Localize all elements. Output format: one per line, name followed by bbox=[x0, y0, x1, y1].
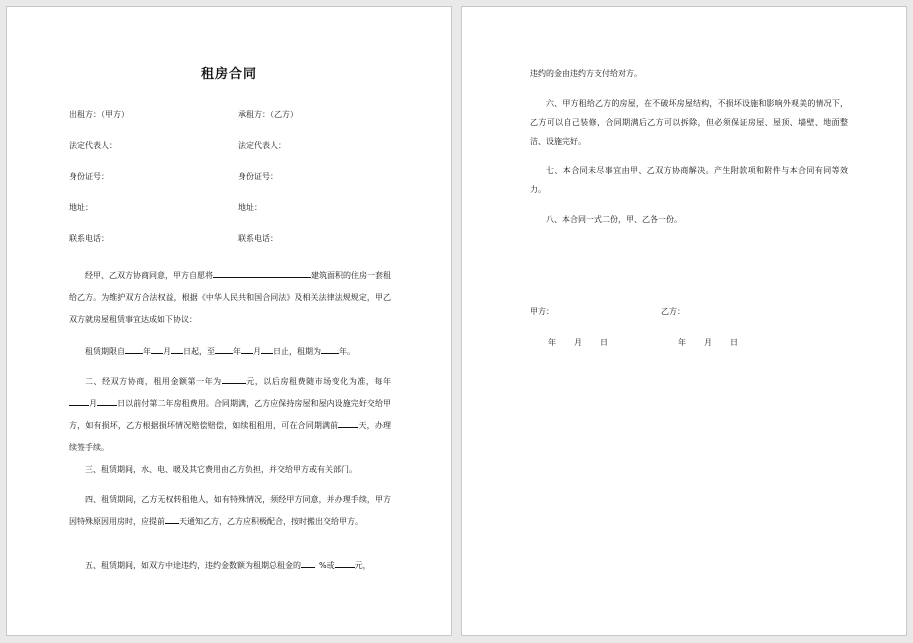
blank-end-day bbox=[261, 345, 273, 354]
end-year-unit: 年 bbox=[233, 347, 241, 356]
clause-rent bbox=[69, 371, 391, 459]
phone-b-label: 联系电话： bbox=[238, 234, 278, 243]
date-party-a bbox=[548, 337, 608, 348]
end-day-unit: 日止，租期为 bbox=[273, 347, 321, 356]
start-year-unit: 年 bbox=[143, 347, 151, 356]
party-a-label: 出租方：（甲方） bbox=[69, 110, 129, 119]
start-month-unit: 月 bbox=[163, 347, 171, 356]
blank-renew-days bbox=[338, 419, 358, 428]
phone-a-label: 联系电话： bbox=[69, 234, 109, 243]
blank-rent-amount bbox=[222, 375, 246, 384]
term-years-unit: 年。 bbox=[339, 347, 355, 356]
rent-text-e: 天，办理续签手续。 bbox=[69, 421, 392, 452]
date-a-month: 月 bbox=[574, 338, 582, 347]
clause-intro-text-b: 建筑面积的住房一套租给乙方。为维护双方合法权益，根据《中华人民共和国合同法》及相关法律法规规定，甲乙双方就房屋租赁事宜达成如下协议： bbox=[69, 271, 391, 324]
sublease-text-a: 四、租赁期间，乙方无权转租他人，如有特殊情况，须经甲方同意，并办理手续，甲方因特殊原因用房时，应提前 bbox=[69, 495, 391, 526]
address-b-label: 地址： bbox=[238, 203, 262, 212]
lease-term-text: 租赁期限自 bbox=[85, 347, 125, 356]
blank-end-year bbox=[215, 345, 233, 354]
party-b-label: 承租方：（乙方） bbox=[238, 110, 298, 119]
sublease-text-b: 天通知乙方，乙方应积极配合，按时搬出交给甲方。 bbox=[179, 517, 363, 526]
rent-text-a: 二、经双方协商，租用金额第一年为 bbox=[85, 377, 222, 386]
clause-copies: 八、本合同一式二份，甲、乙各一份。 bbox=[546, 215, 682, 224]
breach-text-c: 元， bbox=[354, 561, 371, 570]
document-page-left bbox=[6, 6, 452, 636]
rent-month-unit: 月 bbox=[89, 399, 98, 408]
end-month-unit: 月 bbox=[253, 347, 261, 356]
date-b-day: 日 bbox=[730, 338, 738, 347]
blank-start-year bbox=[125, 345, 143, 354]
clause-breach-continued: 违约的金由违约方支付给对方。 bbox=[530, 69, 642, 78]
blank-term-years bbox=[321, 345, 339, 354]
blank-breach-amount bbox=[335, 559, 355, 568]
blank-property-address bbox=[213, 269, 311, 278]
address-a-label: 地址： bbox=[69, 203, 93, 212]
breach-text-a: 五、租赁期间，如双方中途违约，违约金数额为租期总租金的 bbox=[85, 561, 301, 570]
date-b-month: 月 bbox=[704, 338, 712, 347]
clause-breach bbox=[69, 555, 391, 577]
blank-breach-percent bbox=[301, 559, 315, 568]
signature-party-a: 甲方： bbox=[530, 307, 554, 316]
date-party-b bbox=[678, 337, 738, 348]
blank-rent-month bbox=[69, 397, 89, 406]
legal-rep-b-label: 法定代表人： bbox=[238, 141, 286, 150]
clause-decoration: 六、甲方租给乙方的房屋，在不破坏房屋结构，不损坏设施和影响外观美的情况下，乙方可以自己装修，合同期满后乙方可以拆除，但必须保证房屋、屋顶、墙壁、地面整洁、设施完好。 bbox=[530, 99, 848, 146]
date-a-day: 日 bbox=[600, 338, 608, 347]
rent-text-b: 元，以后房租费随市场变化为准，每年 bbox=[245, 377, 392, 386]
clause-intro-text-a: 经甲、乙双方协商同意，甲方自愿将 bbox=[85, 271, 213, 280]
blank-end-month bbox=[241, 345, 253, 354]
contract-title: 租房合同 bbox=[200, 67, 257, 82]
id-b-label: 身份证号： bbox=[238, 172, 278, 181]
date-a-year: 年 bbox=[548, 338, 556, 347]
clause-misc: 七、本合同未尽事宜由甲、乙双方协商解决。产生附款项和附件与本合同有同等效力。 bbox=[530, 166, 848, 194]
start-day-unit: 日起，至 bbox=[183, 347, 215, 356]
clause-lease-term bbox=[69, 341, 391, 363]
document-page-right bbox=[461, 6, 907, 636]
rent-text-d: 日以前付第二年房租费用。合同期满，乙方应保持房屋和屋内设施完好交给甲方，如有损坏，乙方根据损坏情况赔偿赔偿，如续租租用，可在合同期满前 bbox=[69, 399, 392, 430]
id-a-label: 身份证号： bbox=[69, 172, 109, 181]
clause-intro bbox=[69, 265, 391, 331]
legal-rep-a-label: 法定代表人： bbox=[69, 141, 117, 150]
breach-text-b: %或 bbox=[319, 561, 335, 570]
signature-party-b: 乙方： bbox=[661, 307, 685, 316]
blank-rent-day bbox=[97, 397, 117, 406]
blank-start-day bbox=[171, 345, 183, 354]
blank-notice-days bbox=[165, 515, 179, 524]
clause-utilities: 三、租赁期间，水、电、暖及其它费用由乙方负担，并交给甲方或有关部门。 bbox=[85, 465, 357, 474]
blank-start-month bbox=[151, 345, 163, 354]
clause-sublease bbox=[69, 489, 391, 533]
date-b-year: 年 bbox=[678, 338, 686, 347]
